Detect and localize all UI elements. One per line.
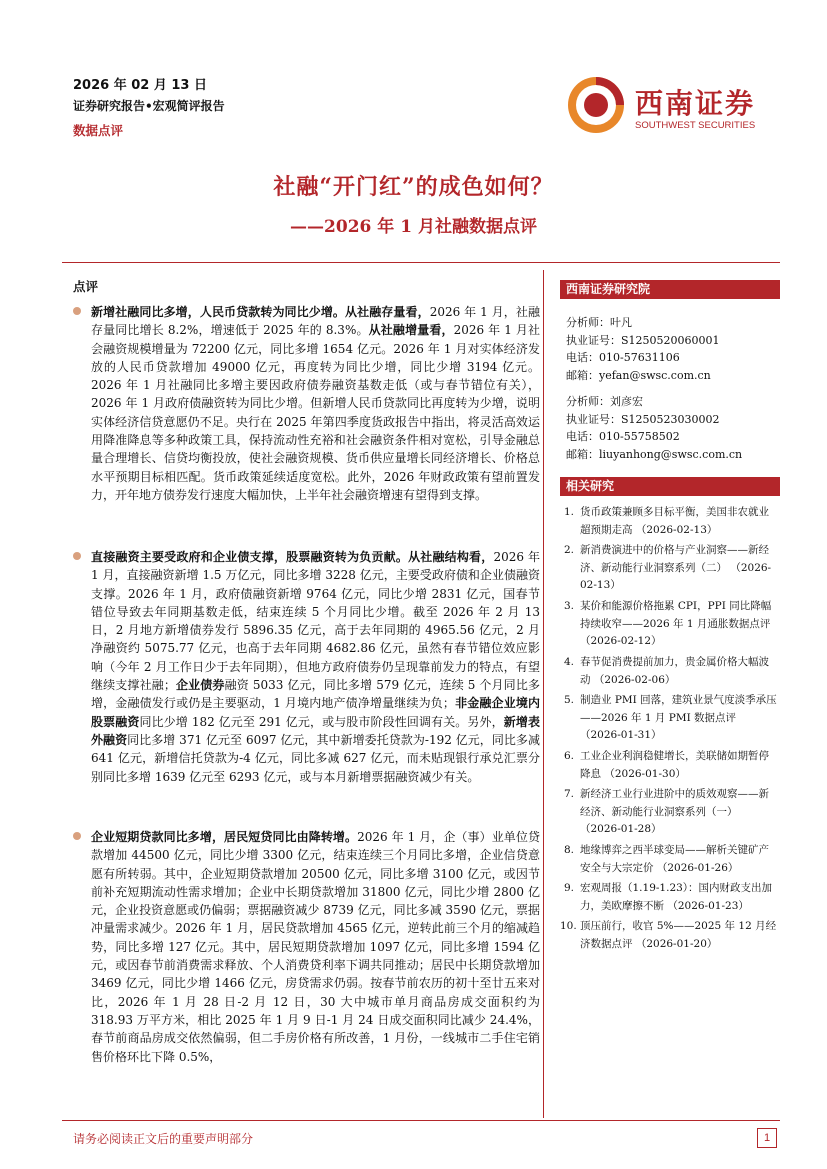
related-item-number: 9. [563, 882, 574, 894]
related-item-text: 新经济工业行业进阶中的质效观察——新经济、新动能行业洞察系列（一） （2026-01-28） [580, 788, 769, 836]
related-item-number: 1. [563, 506, 574, 518]
bullet-lead: 新增表外融资 [91, 714, 540, 747]
related-item-text: 工业企业利润稳健增长，美联储如期暂停降息 （2026-01-30） [580, 750, 769, 780]
page-title: 社融“开门红”的成色如何？ [273, 174, 554, 200]
related-item[interactable] [560, 842, 778, 877]
related-item-text: 地缘博弈之西半球变局——解析关键矿产安全与大宗定价 （2026-01-26） [580, 844, 769, 874]
page-number: 1 [757, 1128, 777, 1148]
top-divider [62, 262, 780, 263]
analyst-license: 执业证号：S1250520060001 [566, 334, 720, 347]
analyst-email[interactable]: 邮箱：yefan@swsc.com.cn [566, 369, 711, 382]
bullet-text: 2026 年 1 月，直接融资新增 1.5 万亿元，同比多增 3228 亿元，主要受政府债和企业债融资支撑。2026 年 1 月，政府债融资新增 9764 亿元，同比少增 2831 亿元，国春节错位导致去年同期基数走低，结束连续 5 个月同比少增。截至 2026 年 2 月 13 日，2 月地方新增债券发行 5896.35 亿元，高于去年同期的 4965.56 亿元，2 月净融资约 5075.77 亿元，也高于去年同期 4682.86 亿元，虽然有春节错位效应影响（今年 2 月工作日少于去年同期），但地方政府债券仍呈现靠前发力的特点，有望继续支撑社融； [91, 550, 540, 693]
bullet-lead: 新增社融同比多增，人民币贷款转为同比少增。从社融存量看， [91, 305, 430, 319]
related-item-number: 3. [563, 600, 574, 612]
bullet-text: 同比少增 182 亿元至 291 亿元，或与股市阶段性回调有关。另外， [139, 714, 504, 729]
analyst-phone: 电话：010-55758502 [566, 430, 680, 443]
bullet-text: 2026 年 1 月社会融资规模增量为 72200 亿元，同比多增 1654 亿元。2026 年 1 月对实体经济发放的人民币贷款增加 49000 亿元，再度转为同比少增，同比少增 3194 亿元。2026 年 1 月社融同比多增主要因政府债券融资基数走低（或与春节错位有关），2026 年 1 月政府债融资转为同比少增。但新增人民币贷款同比再度转为少增，说明实体经济信贷意愿仍不足。央行在 2025 年第四季度货政报告中指出，将灵活高效运用降准降息等多种政策工具，保持流动性充裕和社会融资条件相对宽松，引导金融总量合理增长、信贷均衡投放，使社会融资规模、货币供应量增长同经济增长、价格总水平预期目标相匹配。货币政策延续适度宽松。此外，2026 年财政政策有望前置发力，开年地方债券发行速度大幅加快，上半年社会融资增速有望得到支撑。 [91, 323, 540, 502]
bullet-text: 2026 年 1 月，社融存量同比增长 8.2%，增速低于 2025 年的 8.3%。 [91, 305, 540, 338]
related-item-text: 制造业 PMI 回落，建筑业景气度淡季承压——2026 年 1 月 PMI 数据点评 （2026-01-31） [580, 694, 777, 742]
bullet-text: 2026 年 1 月，企（事）业单位贷款增加 44500 亿元，同比少增 3300 亿元，结束连续三个月同比多增，企业信贷意愿有所转弱。其中，企业短期贷款增加 20500 亿元，同比多增 3100 亿元，或因节前补充短期流动性需求增加；企业中长期贷款增加 31800 亿元，同比少增 2800 亿元，企业投资意愿或仍偏弱；票据融资减少 8739 亿元，同比多减 3590 亿元，票据冲量需求减少。2026 年 1 月，居民贷款增加 4565 亿元，逆转此前三个月的缩减趋势，同比多增 127 亿元。其中，居民短期贷款增加 1097 亿元，同比多增 1594 亿元，或因春节前消费需求释放、个人消费贷利率下调共同推动；居民中长期贷款增加 3469 亿元，同比少增 1466 亿元，房贷需求仍弱。按春节前农历的初十至廿五来对比，2026 年 1 月 28 日-2 月 12 日，30 大中城市单月商品房成交面积约为 318.93 万平方米，相比 2025 年 1 月 9 日-1 月 24 日成交面积同比减少 24.4%，春节前商品房成交依然偏弱，但二手房价格有所改善，1 月份，一线城市二手住宅销售价格环比下降 0.5%， [91, 830, 540, 1064]
bullet-lead: 从社融增量看， [368, 323, 454, 338]
related-item[interactable] [560, 692, 778, 745]
bullet-lead: 企业债券 [175, 678, 225, 693]
related-item[interactable] [560, 598, 778, 651]
logo-chinese-name: 西南证券 [635, 87, 756, 120]
related-item-text: 某价和能源价格拖累 CPI，PPI 同比降幅持续收窄——2026 年 1 月通胀数据点评 （2026-02-12） [580, 600, 772, 648]
related-item[interactable] [560, 504, 778, 539]
bullet-text: 融资 5033 亿元，同比多增 579 亿元，连续 5 个月同比多增，金融债发行或仍是主要驱动，1 月境内地产债净增量继续为负； [91, 678, 540, 711]
column-divider [543, 270, 544, 1118]
related-item-number: 2. [563, 544, 574, 556]
related-item[interactable] [560, 542, 778, 595]
related-item[interactable] [560, 654, 778, 689]
analyst-phone: 电话：010-57631106 [566, 351, 680, 364]
related-research-header: 相关研究 [560, 477, 780, 496]
company-logo [565, 74, 765, 136]
logo-english-name: SOUTHWEST SECURITIES [635, 120, 756, 131]
logo-emblem-icon [565, 74, 627, 136]
report-date: 2026 年 02 月 13 日 [73, 78, 207, 93]
related-item-number: 5. [563, 694, 574, 706]
analyst-name: 分析师：刘彦宏 [566, 395, 643, 408]
bullet-dot-icon [73, 307, 81, 315]
report-type: 证券研究报告•宏观简评报告 [73, 99, 225, 113]
related-item[interactable] [560, 880, 778, 915]
analyst-email[interactable]: 邮箱：liuyanhong@swsc.com.cn [566, 448, 743, 461]
related-item-text: 春节促消费提前加力，贵金属价格大幅波动 （2026-02-06） [580, 656, 769, 686]
institute-header: 西南证券研究院 [560, 280, 780, 299]
bullet-paragraph [73, 548, 540, 786]
page-subtitle: ——2026 年 1 月社融数据点评 [290, 217, 537, 237]
bottom-divider [62, 1120, 780, 1121]
related-item-text: 新消费演进中的价格与产业洞察——新经济、新动能行业洞察系列（二） （2026-02-13） [580, 544, 772, 592]
bullet-dot-icon [73, 832, 81, 840]
section-label: 点评 [73, 279, 99, 294]
bullet-text: 同比多增 371 亿元至 6097 亿元，其中新增委托贷款为-192 亿元，同比多减 641 亿元，新增信托贷款为-4 亿元，同比多减 627 亿元，而未贴现银行承兑汇票分别同比多增 1639 亿元至 6293 亿元，或与本月新增票据融资减少有关。 [91, 732, 540, 784]
related-item-number: 4. [563, 656, 574, 668]
bullet-dot-icon [73, 552, 81, 560]
analyst-license: 执业证号：S1250523030002 [566, 413, 720, 426]
bullet-lead: 非金融企业境内股票融资 [91, 696, 540, 729]
report-category: 数据点评 [73, 123, 124, 138]
analyst-name: 分析师：叶凡 [566, 316, 632, 329]
bullet-lead: 直接融资主要受政府和企业债支撑，股票融资转为负贡献。从社融结构看， [91, 550, 494, 564]
bullet-lead: 企业短期贷款同比多增，居民短贷同比由降转增。 [91, 830, 358, 844]
bullet-paragraph [73, 303, 540, 504]
related-item-text: 顶压前行，收官 5%——2025 年 12 月经济数据点评 （2026-01-20） [580, 920, 777, 950]
related-item-number: 7. [563, 788, 574, 800]
related-item-number: 10. [560, 920, 577, 932]
related-item-text: 货币政策兼顾多目标平衡，美国非农就业超预期走高 （2026-02-13） [580, 506, 769, 536]
disclaimer-note: 请务必阅读正文后的重要声明部分 [73, 1132, 254, 1146]
bullet-paragraph [73, 828, 540, 1066]
related-item-text: 宏观周报（1.19-1.23）：国内财政支出加力，美欧摩擦不断 （2026-01-23） [580, 882, 773, 912]
related-item-number: 8. [563, 844, 574, 856]
related-item-number: 6. [563, 750, 574, 762]
related-item[interactable] [560, 748, 778, 783]
related-item[interactable] [560, 786, 778, 839]
related-item[interactable] [560, 918, 778, 953]
